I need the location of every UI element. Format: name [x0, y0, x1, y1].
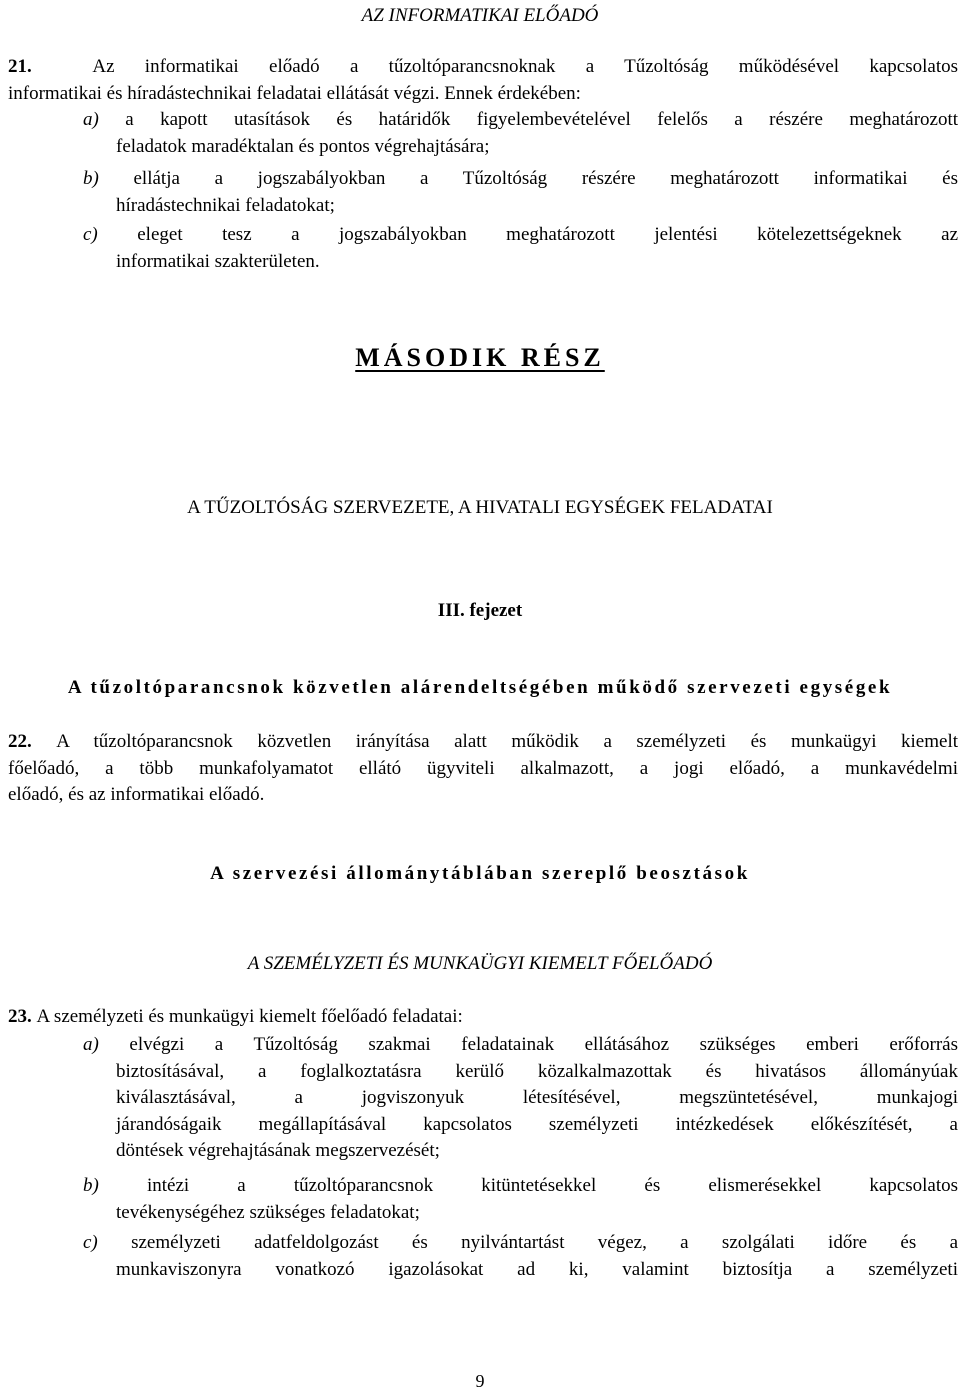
list-item-line: biztosításával, a foglalkoztatásra kerülő közalkalmazottak és hivatásos állományúak: [116, 1060, 958, 1082]
list-item-21c: [83, 222, 959, 275]
list-marker: b): [83, 1175, 99, 1196]
list-item-23c: [83, 1230, 958, 1283]
list-item-line: munkaviszonyra vonatkozó igazolásokat ad ki, valamint biztosítja a személyzeti: [116, 1258, 958, 1280]
list-item-line: a) a kapott utasítások és határidők figyelembevételével felelős a részére meghatározott: [83, 109, 959, 130]
position-subheading: A SZEMÉLYZETI ÉS MUNKAÜGYI KIEMELT FŐELŐADÓ: [247, 953, 713, 974]
chapter-title: III. fejezet: [437, 600, 523, 621]
list-marker: c): [83, 224, 98, 245]
paragraph-number: 23.: [8, 1006, 32, 1027]
list-item-line: tevékenységéhez szükséges feladatokat;: [116, 1201, 420, 1223]
part-subtitle: A TŰZOLTÓSÁG SZERVEZETE, A HIVATALI EGYSÉGEK FELADATAI: [187, 497, 773, 518]
list-marker: b): [83, 168, 99, 189]
list-item-line: c) eleget tesz a jogszabályokban meghatározott jelentési kötelezettségeknek az: [83, 224, 959, 245]
page-number: 9: [475, 1371, 485, 1391]
paragraph-22-line-2: főelőadó, a több munkafolyamatot ellátó ügyviteli alkalmazott, a jogi előadó, a munkavédelmi: [8, 757, 958, 779]
list-item-line: b) ellátja a jogszabályokban a Tűzoltóság részére meghatározott informatikai és: [83, 168, 959, 189]
list-item-line: döntések végrehajtásának megszervezését;: [116, 1140, 440, 1161]
list-item-21a: [83, 107, 959, 160]
paragraph-21-line-2: informatikai és híradástechnikai feladatai ellátását végzi. Ennek érdekében:: [8, 82, 581, 104]
list-item-line: járandóságaik megállapításával kapcsolatos személyzeti intézkedések előkészítését, a: [116, 1113, 958, 1135]
list-item-21b: [83, 166, 959, 219]
part-title: MÁSODIK RÉSZ: [355, 343, 605, 372]
list-item-line: a) elvégzi a Tűzoltóság szakmai feladatainak ellátásához szükséges emberi erőforrás: [83, 1034, 958, 1055]
list-marker: a): [83, 109, 99, 130]
chapter-subtitle: A tűzoltóparancsnok közvetlen alárendeltségében működő szervezeti egységek: [67, 677, 893, 698]
paragraph-21-line-1: 21. Az informatikai előadó a tűzoltóparancsnoknak a Tűzoltóság működésével kapcsolatos: [8, 56, 958, 77]
list-item-line: híradástechnikai feladatokat;: [116, 194, 335, 216]
paragraph-number: 21.: [8, 56, 32, 77]
paragraph-23-line-1: 23. A személyzeti és munkaügyi kiemelt főelőadó feladatai:: [8, 1006, 463, 1027]
list-marker: a): [83, 1034, 99, 1055]
section-heading: AZ INFORMATIKAI ELŐADÓ: [361, 5, 599, 26]
list-item-23a: [83, 1032, 958, 1165]
list-item-line: b) intézi a tűzoltóparancsnok kitüntetésekkel és elismerésekkel kapcsolatos: [83, 1175, 958, 1196]
list-item-line: informatikai szakterületen.: [116, 250, 320, 272]
paragraph-22-line-3: előadó, és az informatikai előadó.: [8, 784, 265, 805]
list-item-23b: [83, 1173, 958, 1226]
list-item-line: feladatok maradéktalan és pontos végrehajtására;: [116, 135, 490, 157]
paragraph-22: [8, 729, 958, 809]
list-item-line: c) személyzeti adatfeldolgozást és nyilvántartást végez, a szolgálati időre és a: [83, 1232, 958, 1253]
paragraph-23: [8, 1004, 958, 1031]
paragraph-22-line-1: 22. A tűzoltóparancsnok közvetlen irányítása alatt működik a személyzeti és munkaügyi kiemelt: [8, 731, 958, 752]
paragraph-number: 22.: [8, 731, 32, 752]
positions-heading: A szervezési állománytáblában szereplő beosztások: [210, 863, 750, 884]
list-marker: c): [83, 1232, 98, 1253]
paragraph-21: [8, 54, 958, 107]
list-item-line: kiválasztásával, a jogviszonyuk létesítésével, megszüntetésével, munkajogi: [116, 1087, 958, 1108]
